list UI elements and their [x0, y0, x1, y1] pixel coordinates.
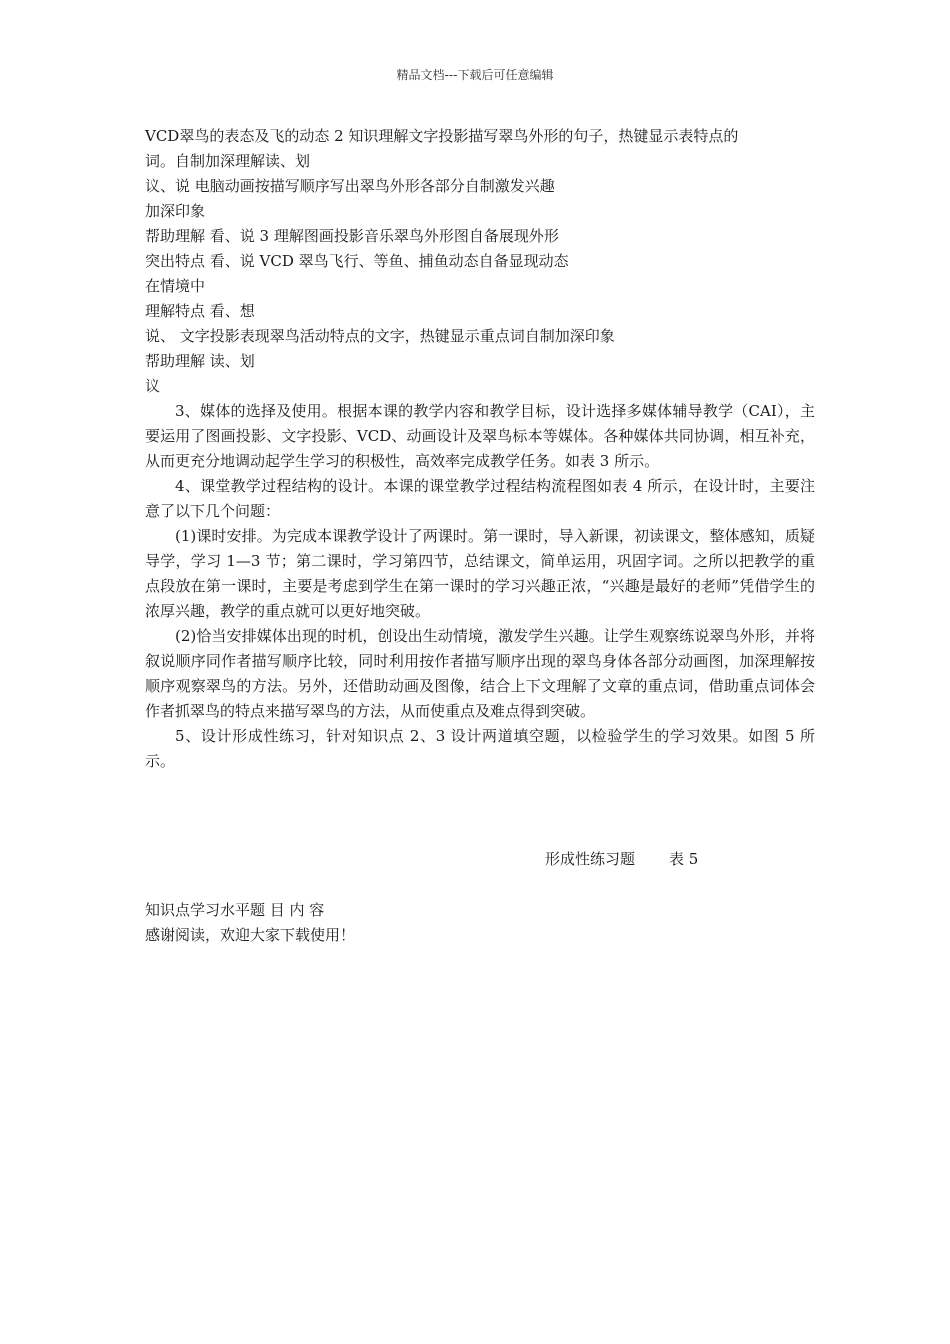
text-line: 理解特点 看、想 [145, 302, 255, 320]
document-body [145, 124, 815, 774]
text-line: 议、说 电脑动画按描写顺序写出翠鸟外形各部分自制激发兴趣 [145, 177, 555, 195]
table-caption-number: 表 5 [669, 850, 699, 868]
text-line: 帮助理解 看、说 3 理解图画投影音乐翠鸟外形图自备展现外形 [145, 227, 559, 245]
table-header-row: 知识点学习水平题 目 内 容 [145, 901, 325, 919]
table-caption [545, 848, 698, 870]
text-line: 突出特点 看、说 VCD 翠鸟飞行、等鱼、捕鱼动态自备显现动态 [145, 252, 569, 270]
table-caption-title: 形成性练习题 [545, 850, 636, 868]
text-line: 说、 文字投影表现翠鸟活动特点的文字，热键显示重点词自制加深印象 [145, 327, 615, 345]
paragraph-media-selection: 3、媒体的选择及使用。根据本课的教学内容和教学目标，设计选择多媒体辅导教学（CAI），主要运用了图画投影、文字投影、VCD、动画设计及翠鸟标本等媒体。各种媒体共同协调，相互补充，从而更充分地调动起学生学习的积极性，高效率完成教学任务。如表 3 所示。 [145, 402, 815, 470]
page-header: 精品文档---下载后可任意编辑 [396, 68, 554, 82]
paragraph-media-timing: (2)恰当安排媒体出现的时机，创设出生动情境，激发学生兴趣。让学生观察练说翠鸟外形，并将叙说顺序同作者描写顺序比较，同时利用按作者描写顺序出现的翠鸟身体各部分动画图，加深理解按顺序观察翠鸟的方法。另外，还借助动画及图像，结合上下文理解了文章的重点词，借助重点词体会作者抓翠鸟的特点来描写翠鸟的方法，从而使重点及难点得到突破。 [145, 627, 815, 720]
paragraph-process-design: 4、课堂教学过程结构的设计。本课的课堂教学过程结构流程图如表 4 所示，在设计时，主要注意了以下几个问题： [145, 477, 815, 520]
document-tail [145, 898, 355, 948]
closing-text: 感谢阅读，欢迎大家下载使用！ [145, 926, 356, 944]
paragraph-lesson-schedule: (1)课时安排。为完成本课教学设计了两课时。第一课时，导入新课，初读课文，整体感知，质疑导学，学习 1—3 节；第二课时，学习第四节，总结课文，简单运用，巩固字词。之所以把教学的重点段放在第一课时，主要是考虑到学生在第一课时的学习兴趣正浓，“兴趣是最好的老师”凭借学生的浓厚兴趣，教学的重点就可以更好地突破。 [145, 527, 815, 620]
text-line: 加深印象 [145, 202, 206, 220]
text-line: 在情境中 [145, 277, 206, 295]
text-line: 词。自制加深理解读、划 [145, 152, 311, 170]
text-line: VCD翠鸟的表态及飞的动态 2 知识理解文字投影描写翠鸟外形的句子，热键显示表特点的 [145, 127, 739, 145]
text-line: 帮助理解 读、划 [145, 352, 255, 370]
paragraph-formative-exercise: 5、设计形成性练习，针对知识点 2、3 设计两道填空题，以检验学生的学习效果。如图 5 所示。 [145, 727, 815, 770]
text-line: 议 [145, 377, 161, 395]
